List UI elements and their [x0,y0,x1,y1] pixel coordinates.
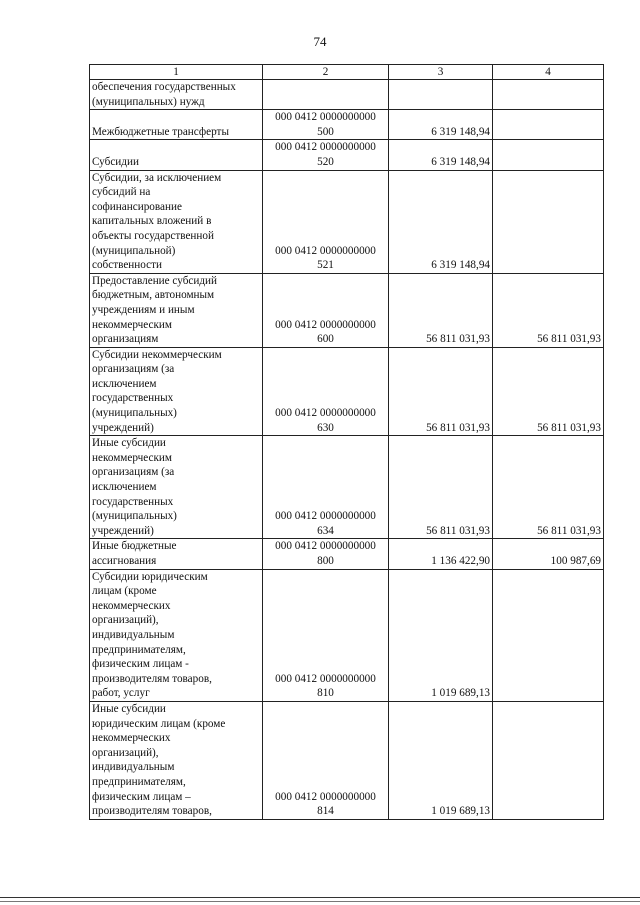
table-row [90,110,604,140]
row-value-col3: 56 811 031,93 [389,436,493,539]
table-row [90,140,604,170]
page-bottom-rule-secondary [0,901,640,902]
row-name: обеспечения государственных (муниципальных) нужд [90,80,263,110]
table-row [90,569,604,701]
table-header-row [90,65,604,80]
row-code: 000 0412 0000000000 814 [263,701,389,819]
row-value-col4 [493,140,604,170]
row-name: Иные субсидии некоммерческим организациям (за исключением государственных (муниципальных) учреждений) [90,436,263,539]
row-value-col4 [493,701,604,819]
row-code: 000 0412 0000000000 521 [263,170,389,273]
budget-table [89,64,604,820]
row-code: 000 0412 0000000000 520 [263,140,389,170]
row-value-col3: 56 811 031,93 [389,347,493,436]
row-name: Субсидии [90,140,263,170]
row-value-col3: 1 136 422,90 [389,539,493,569]
row-name: Субсидии, за исключением субсидий на софинансирование капитальных вложений в объекты государственной (муниципальной) собственности [90,170,263,273]
row-name: Субсидии некоммерческим организациям (за исключением государственных (муниципальных) учреждений) [90,347,263,436]
row-code: 000 0412 0000000000 600 [263,273,389,347]
table-row [90,347,604,436]
row-name: Иные бюджетные ассигнования [90,539,263,569]
row-value-col3: 6 319 148,94 [389,110,493,140]
row-value-col4: 56 811 031,93 [493,436,604,539]
row-value-col3: 1 019 689,13 [389,701,493,819]
table-row [90,539,604,569]
row-code: 000 0412 0000000000 630 [263,347,389,436]
row-name: Иные субсидии юридическим лицам (кроме некоммерческих организаций), индивидуальным предпринимателям, физическим лицам – производителям товаров, [90,701,263,819]
row-value-col4: 56 811 031,93 [493,347,604,436]
row-value-col4 [493,80,604,110]
table-row [90,273,604,347]
header-col-3: 3 [389,65,493,80]
header-col-1: 1 [90,65,263,80]
header-col-2: 2 [263,65,389,80]
row-value-col3 [389,80,493,110]
table-row [90,436,604,539]
row-value-col4 [493,170,604,273]
row-value-col4 [493,569,604,701]
header-col-4: 4 [493,65,604,80]
row-code: 000 0412 0000000000 800 [263,539,389,569]
row-code: 000 0412 0000000000 634 [263,436,389,539]
row-name: Межбюджетные трансферты [90,110,263,140]
table-row [90,80,604,110]
row-code [263,80,389,110]
page-bottom-rule [0,897,640,898]
row-value-col3: 6 319 148,94 [389,140,493,170]
row-code: 000 0412 0000000000 500 [263,110,389,140]
row-value-col3: 56 811 031,93 [389,273,493,347]
page-number: 74 [313,34,327,49]
row-code: 000 0412 0000000000 810 [263,569,389,701]
row-name: Предоставление субсидий бюджетным, автономным учреждениям и иным некоммерческим организациям [90,273,263,347]
row-value-col4 [493,110,604,140]
row-value-col3: 6 319 148,94 [389,170,493,273]
row-name: Субсидии юридическим лицам (кроме некоммерческих организаций), индивидуальным предпринимателям, физическим лицам - производителям товаров, работ, услуг [90,569,263,701]
table-row [90,170,604,273]
row-value-col4: 100 987,69 [493,539,604,569]
table-row [90,701,604,819]
row-value-col4: 56 811 031,93 [493,273,604,347]
row-value-col3: 1 019 689,13 [389,569,493,701]
